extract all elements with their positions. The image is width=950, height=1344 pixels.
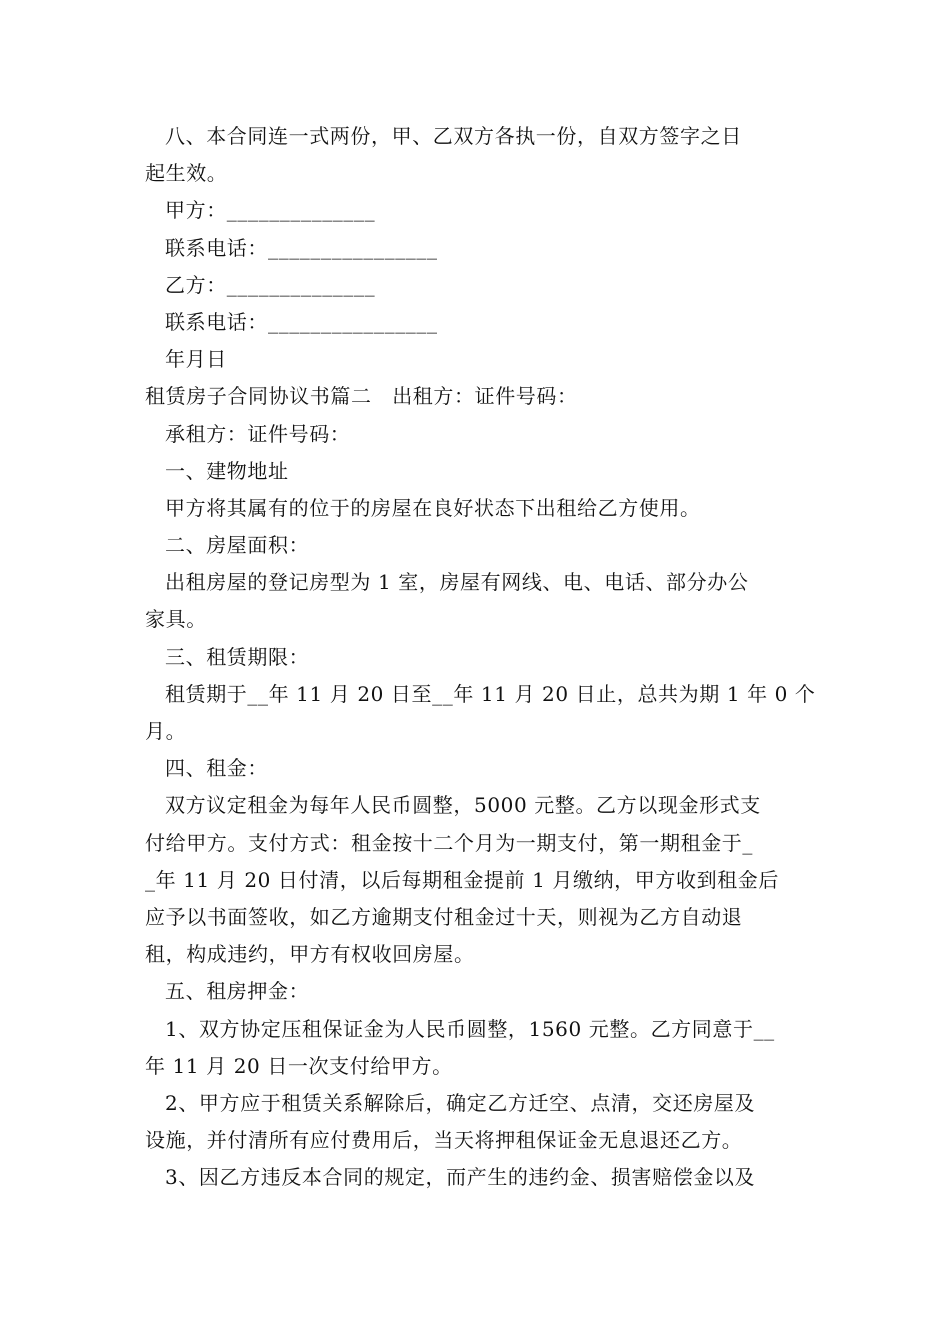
- heading-building-address: 一、建物地址: [165, 458, 289, 483]
- heading-lease-term: 三、租赁期限：: [165, 644, 310, 669]
- party-b-signature-line: 乙方：______________: [165, 272, 376, 297]
- deposit-item-1-line-2: 年 11 月 20 日一次支付给甲方。: [145, 1053, 453, 1078]
- house-area-text-line-2: 家具。: [145, 607, 207, 632]
- date-line: 年月日: [165, 347, 227, 372]
- heading-deposit: 五、租房押金：: [165, 979, 310, 1004]
- party-a-signature-line: 甲方：______________: [165, 198, 376, 223]
- lease-term-text-line-2: 月。: [145, 719, 187, 743]
- deposit-item-1-line-1: 1、双方协定压租保证金为人民币圆整，1560 元整。乙方同意于__: [165, 1016, 775, 1041]
- party-b-phone-line: 联系电话：________________: [165, 309, 438, 334]
- party-a-phone-line: 联系电话：________________: [165, 235, 438, 260]
- document-body: [145, 118, 816, 1196]
- lease-term-text-line-1: 租赁期于__年 11 月 20 日至__年 11 月 20 日止，总共为期 1 年 0 个: [165, 681, 816, 706]
- rent-text-line-3: _年 11 月 20 日付清，以后每期租金提前 1 月缴纳，甲方收到租金后: [145, 867, 779, 892]
- deposit-item-2-line-2: 设施，并付清所有应付费用后，当天将押租保证金无息退还乙方。: [145, 1128, 743, 1153]
- heading-rent: 四、租金：: [165, 756, 268, 781]
- clause-eight-line-1: 八、本合同连一式两份，甲、乙双方各执一份，自双方签字之日: [165, 124, 742, 148]
- lessee-line: 承租方：证件号码：: [165, 421, 351, 446]
- rent-text-line-4: 应予以书面签收，如乙方逾期支付租金过十天，则视为乙方自动退: [145, 904, 743, 929]
- deposit-item-3-line-1: 3、因乙方违反本合同的规定，而产生的违约金、损害赔偿金以及: [165, 1165, 756, 1190]
- section-two-heading: 租赁房子合同协议书篇二 出租方：证件号码：: [145, 384, 578, 409]
- rent-text-line-2: 付给甲方。支付方式：租金按十二个月为一期支付，第一期租金于_: [145, 830, 753, 855]
- deposit-item-2-line-1: 2、甲方应于租赁关系解除后，确定乙方迁空、点清，交还房屋及: [165, 1090, 756, 1115]
- house-area-text-line-1: 出租房屋的登记房型为 1 室，房屋有网线、电、电话、部分办公: [165, 570, 749, 595]
- clause-eight-line-2: 起生效。: [145, 161, 228, 186]
- rent-text-line-5: 租，构成违约，甲方有权收回房屋。: [145, 942, 475, 967]
- building-address-text: 甲方将其属有的位于的房屋在良好状态下出租给乙方使用。: [165, 495, 701, 520]
- rent-text-line-1: 双方议定租金为每年人民币圆整，5000 元整。乙方以现金形式支: [165, 793, 761, 818]
- heading-house-area: 二、房屋面积：: [165, 533, 310, 558]
